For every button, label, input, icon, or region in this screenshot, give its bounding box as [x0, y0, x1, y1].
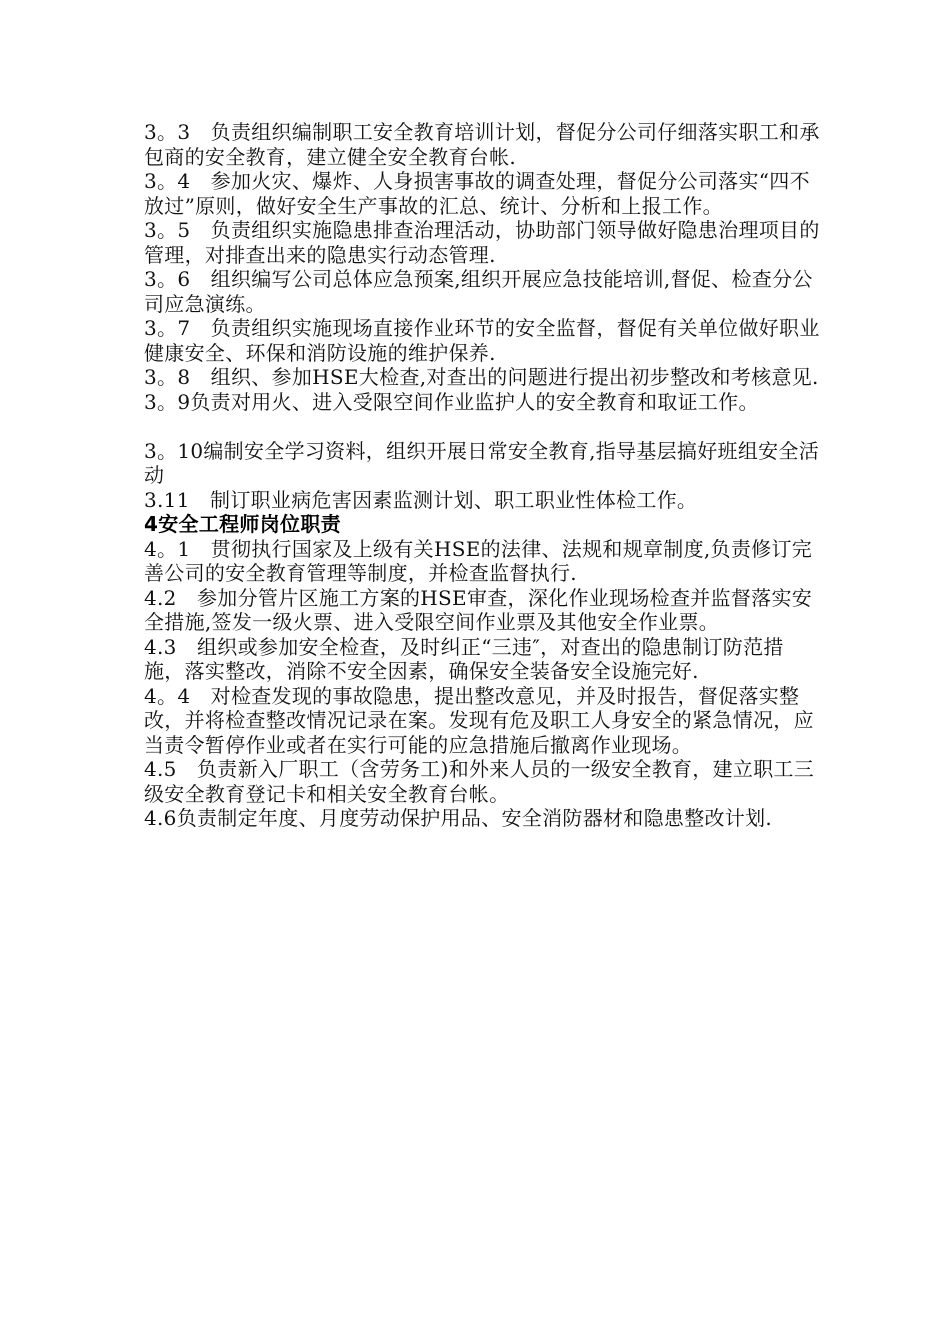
- paragraph-3-6: 3。6 组织编写公司总体应急预案,组织开展应急技能培训,督促、检查分公司应急演练。: [144, 267, 813, 316]
- paragraph-3-3: 3。3 负责组织编制职工安全教育培训计划，督促分公司仔细落实职工和承包商的安全教育，建立健全安全教育台帐.: [144, 120, 820, 169]
- paragraph-3-5: 3。5 负责组织实施隐患排查治理活动，协助部门领导做好隐患治理项目的管理，对排查出来的隐患实行动态管理.: [144, 218, 820, 267]
- paragraph-3-4: 3。4 参加火灾、爆炸、人身损害事故的调查处理，督促分公司落实“四不放过”原则，做好安全生产事故的汇总、统计、分析和上报工作。: [144, 169, 810, 218]
- paragraph-3-7: 3。7 负责组织实施现场直接作业环节的安全监督，督促有关单位做好职业健康安全、环保和消防设施的维护保养.: [144, 316, 820, 365]
- paragraph-3-9: 3。9负责对用火、进入受限空间作业监护人的安全教育和取证工作。: [144, 389, 759, 414]
- paragraph-4-2: 4.2 参加分管片区施工方案的HSE审查，深化作业现场检查并监督落实安全措施,签发一级火票、进入受限空间作业票及其他安全作业票。: [144, 585, 813, 634]
- paragraph-3-10: 3。10编制安全学习资料，组织开展日常安全教育,指导基层搞好班组安全活动: [144, 438, 820, 487]
- section-heading: 4安全工程师岗位职责: [144, 512, 341, 536]
- document-body: [144, 120, 824, 831]
- paragraph-3-8: 3。8 组织、参加HSE大检查,对查出的问题进行提出初步整改和考核意见.: [144, 365, 819, 389]
- blank-line: [144, 414, 824, 439]
- paragraph-4-6: 4.6负责制定年度、月度劳动保护用品、安全消防器材和隐患整改计划.: [144, 806, 773, 830]
- paragraph-4-3: 4.3 组织或参加安全检查，及时纠正“三违″，对查出的隐患制订防范措施，落实整改，消除不安全因素，确保安全装备安全设施完好.: [144, 634, 784, 683]
- paragraph-4-1: 4。1 贯彻执行国家及上级有关HSE的法律、法规和规章制度,负责修订完善公司的安全教育管理等制度，并检查监督执行.: [144, 536, 813, 585]
- paragraph-4-5: 4.5 负责新入厂职工（含劳务工)和外来人员的一级安全教育，建立职工三级安全教育登记卡和相关安全教育台帐。: [144, 757, 815, 806]
- paragraph-4-4: 4。4 对检查发现的事故隐患，提出整改意见，并及时报告，督促落实整改，并将检查整改情况记录在案。发现有危及职工人身安全的紧急情况，应当责令暂停作业或者在实行可能的应急措施后撤离作业现场。: [144, 683, 814, 757]
- paragraph-3-11: 3.11 制订职业病危害因素监测计划、职工职业性体检工作。: [144, 487, 698, 512]
